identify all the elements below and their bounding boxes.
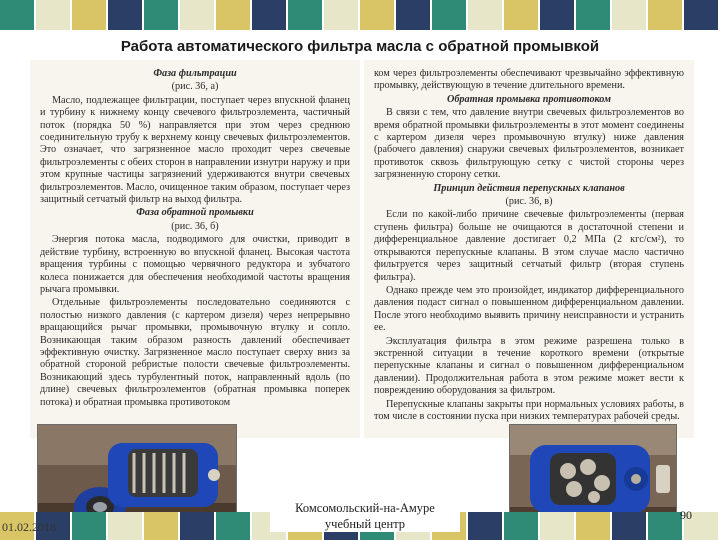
strip-block [360, 0, 396, 30]
strip-block [540, 512, 576, 540]
paragraph: ком через фильтроэлементы обеспечивают чрезвычайно эффективную промывку, действующую в течение длительного времени. [374, 68, 684, 92]
paragraph: Однако прежде чем это произойдет, индикатор дифференциального давления подаст сигнал о повышенном дифференциальном давлении. После этого необходимо выявить причину неисправности и устранить ее. [374, 284, 684, 334]
section-heading: Фаза обратной промывки [136, 207, 254, 219]
paragraph: В связи с тем, что давление внутри свечевых фильтроэлементов во время обратной промывки фильтроэлементы в этот момент соединены с картером дизеля через промывочную втулку) ниже давления (рабочего давления) снаружи свечевых фильтроэлементов, возникает противоток сквозь фильтрующую сетку с чистой стороны через загрязненную сторону сетки. [374, 107, 684, 181]
strip-block [576, 512, 612, 540]
text-column-right [364, 60, 694, 432]
strip-block [468, 0, 504, 30]
figure-reference: (рис. 36, в) [505, 196, 553, 208]
strip-block [72, 0, 108, 30]
strip-block [144, 512, 180, 540]
strip-block [144, 0, 180, 30]
strip-block [648, 0, 684, 30]
slide-title: Работа автоматического фильтра масла с обратной промывкой [120, 38, 600, 55]
decorative-strip-top [0, 0, 720, 30]
strip-block [36, 0, 72, 30]
footer-organization [270, 500, 460, 532]
strip-block [540, 0, 576, 30]
strip-block [108, 512, 144, 540]
strip-block [504, 512, 540, 540]
strip-block [612, 512, 648, 540]
strip-block [216, 512, 252, 540]
paragraph: Перепускные клапаны закрыты при нормальных условиях работы, в том числе в состоянии пуска при низких температурах рабочей среды. [374, 398, 684, 422]
strip-block [180, 0, 216, 30]
paragraph: Масло, подлежащее фильтрации, поступает через впускной фланец и турбину к нижнему концу свечевого фильтроэлемента, частичный поток (порядка 50 %) направляется при этом через среднюю соединительную трубу к верхнему концу свечевых фильтроэлементов. Это означает, что загрязненное масло проходит через свечевые фильтроэлементы с обеих сторон в направлении изнутри наружу и при этом крупные частицы загрязнений удерживаются внутри свечевых фильтроэлементов. Масло, очищенное таким образом, поступает через защитный сетчатый фильтр на выход фильтра. [40, 94, 350, 206]
scanned-page-left [30, 60, 360, 438]
paragraph: Энергия потока масла, подводимого для очистки, приводит в действие турбину, встроенную во впускной фланец. Высокая частота вращения турбины с помощью червячного редуктора и зубчатого колеса понижается для обеспечения необходимой частоты вращения рычага промывки. [40, 234, 350, 295]
strip-block [432, 0, 468, 30]
strip-block [468, 512, 504, 540]
strip-block [576, 0, 612, 30]
strip-block [396, 0, 432, 30]
footer-date: 01.02.2018 [2, 520, 56, 534]
footer-org-line1: Комсомольский-на-Амуре [295, 501, 435, 515]
figure-reference: (рис. 36, а) [171, 81, 219, 93]
strip-block [216, 0, 252, 30]
strip-block [72, 512, 108, 540]
strip-block [648, 512, 684, 540]
strip-block [684, 0, 720, 30]
section-heading: Принцип действия перепускных клапанов [433, 182, 625, 194]
paragraph: Эксплуатация фильтра в этом режиме разрешена только в экстренной ситуации в течение короткого времени (открытые перепускные клапаны и сигнал о повышенном дифференциальном давлении). Продолжительная работа в этом режиме может вести к повреждению оборудования за фильтром. [374, 335, 684, 397]
strip-block [324, 0, 360, 30]
section-heading: Фаза фильтрации [153, 68, 237, 79]
strip-block [504, 0, 540, 30]
strip-block [0, 0, 36, 30]
text-column-left [30, 60, 360, 418]
paragraph: Отдельные фильтроэлементы последовательно соединяются с полостью низкого давления (с картером дизеля) через непрерывно вращающийся рычаг промывки, промывочную втулку и сопло. Возникающая таким образом разность давлений обеспечивает эффективную очистку. Загрязненное масло поступает сверху вниз за обратной стороной ребристые полости свечевые фильтроэлементы. Возникающий здесь турбулентный поток, направленный вдоль (по длине) свечевых фильтроэлементов (обратная промывка поперек потока) и обратная промывка противотоком [40, 297, 350, 408]
paragraph: Если по какой-либо причине свечевые фильтроэлементы (первая ступень фильтра) больше не очищаются в достаточной степени и дифференциальное давление достигает 0,2 МПа (2 кгс/см²), то открываются перепускные клапаны. В этом случае масло частично фильтруется через защитный сетчатый фильтр (вторая ступень фильтра). [374, 209, 684, 283]
figure-reference: (рис. 36, б) [171, 220, 219, 232]
scanned-page-right [364, 60, 694, 438]
strip-block [288, 0, 324, 30]
page-number: 90 [680, 508, 692, 522]
footer-org-line2: учебный центр [324, 517, 406, 531]
strip-block [180, 512, 216, 540]
strip-block [252, 0, 288, 30]
strip-block [108, 0, 144, 30]
strip-block [612, 0, 648, 30]
section-heading: Обратная промывка противотоком [446, 93, 611, 105]
